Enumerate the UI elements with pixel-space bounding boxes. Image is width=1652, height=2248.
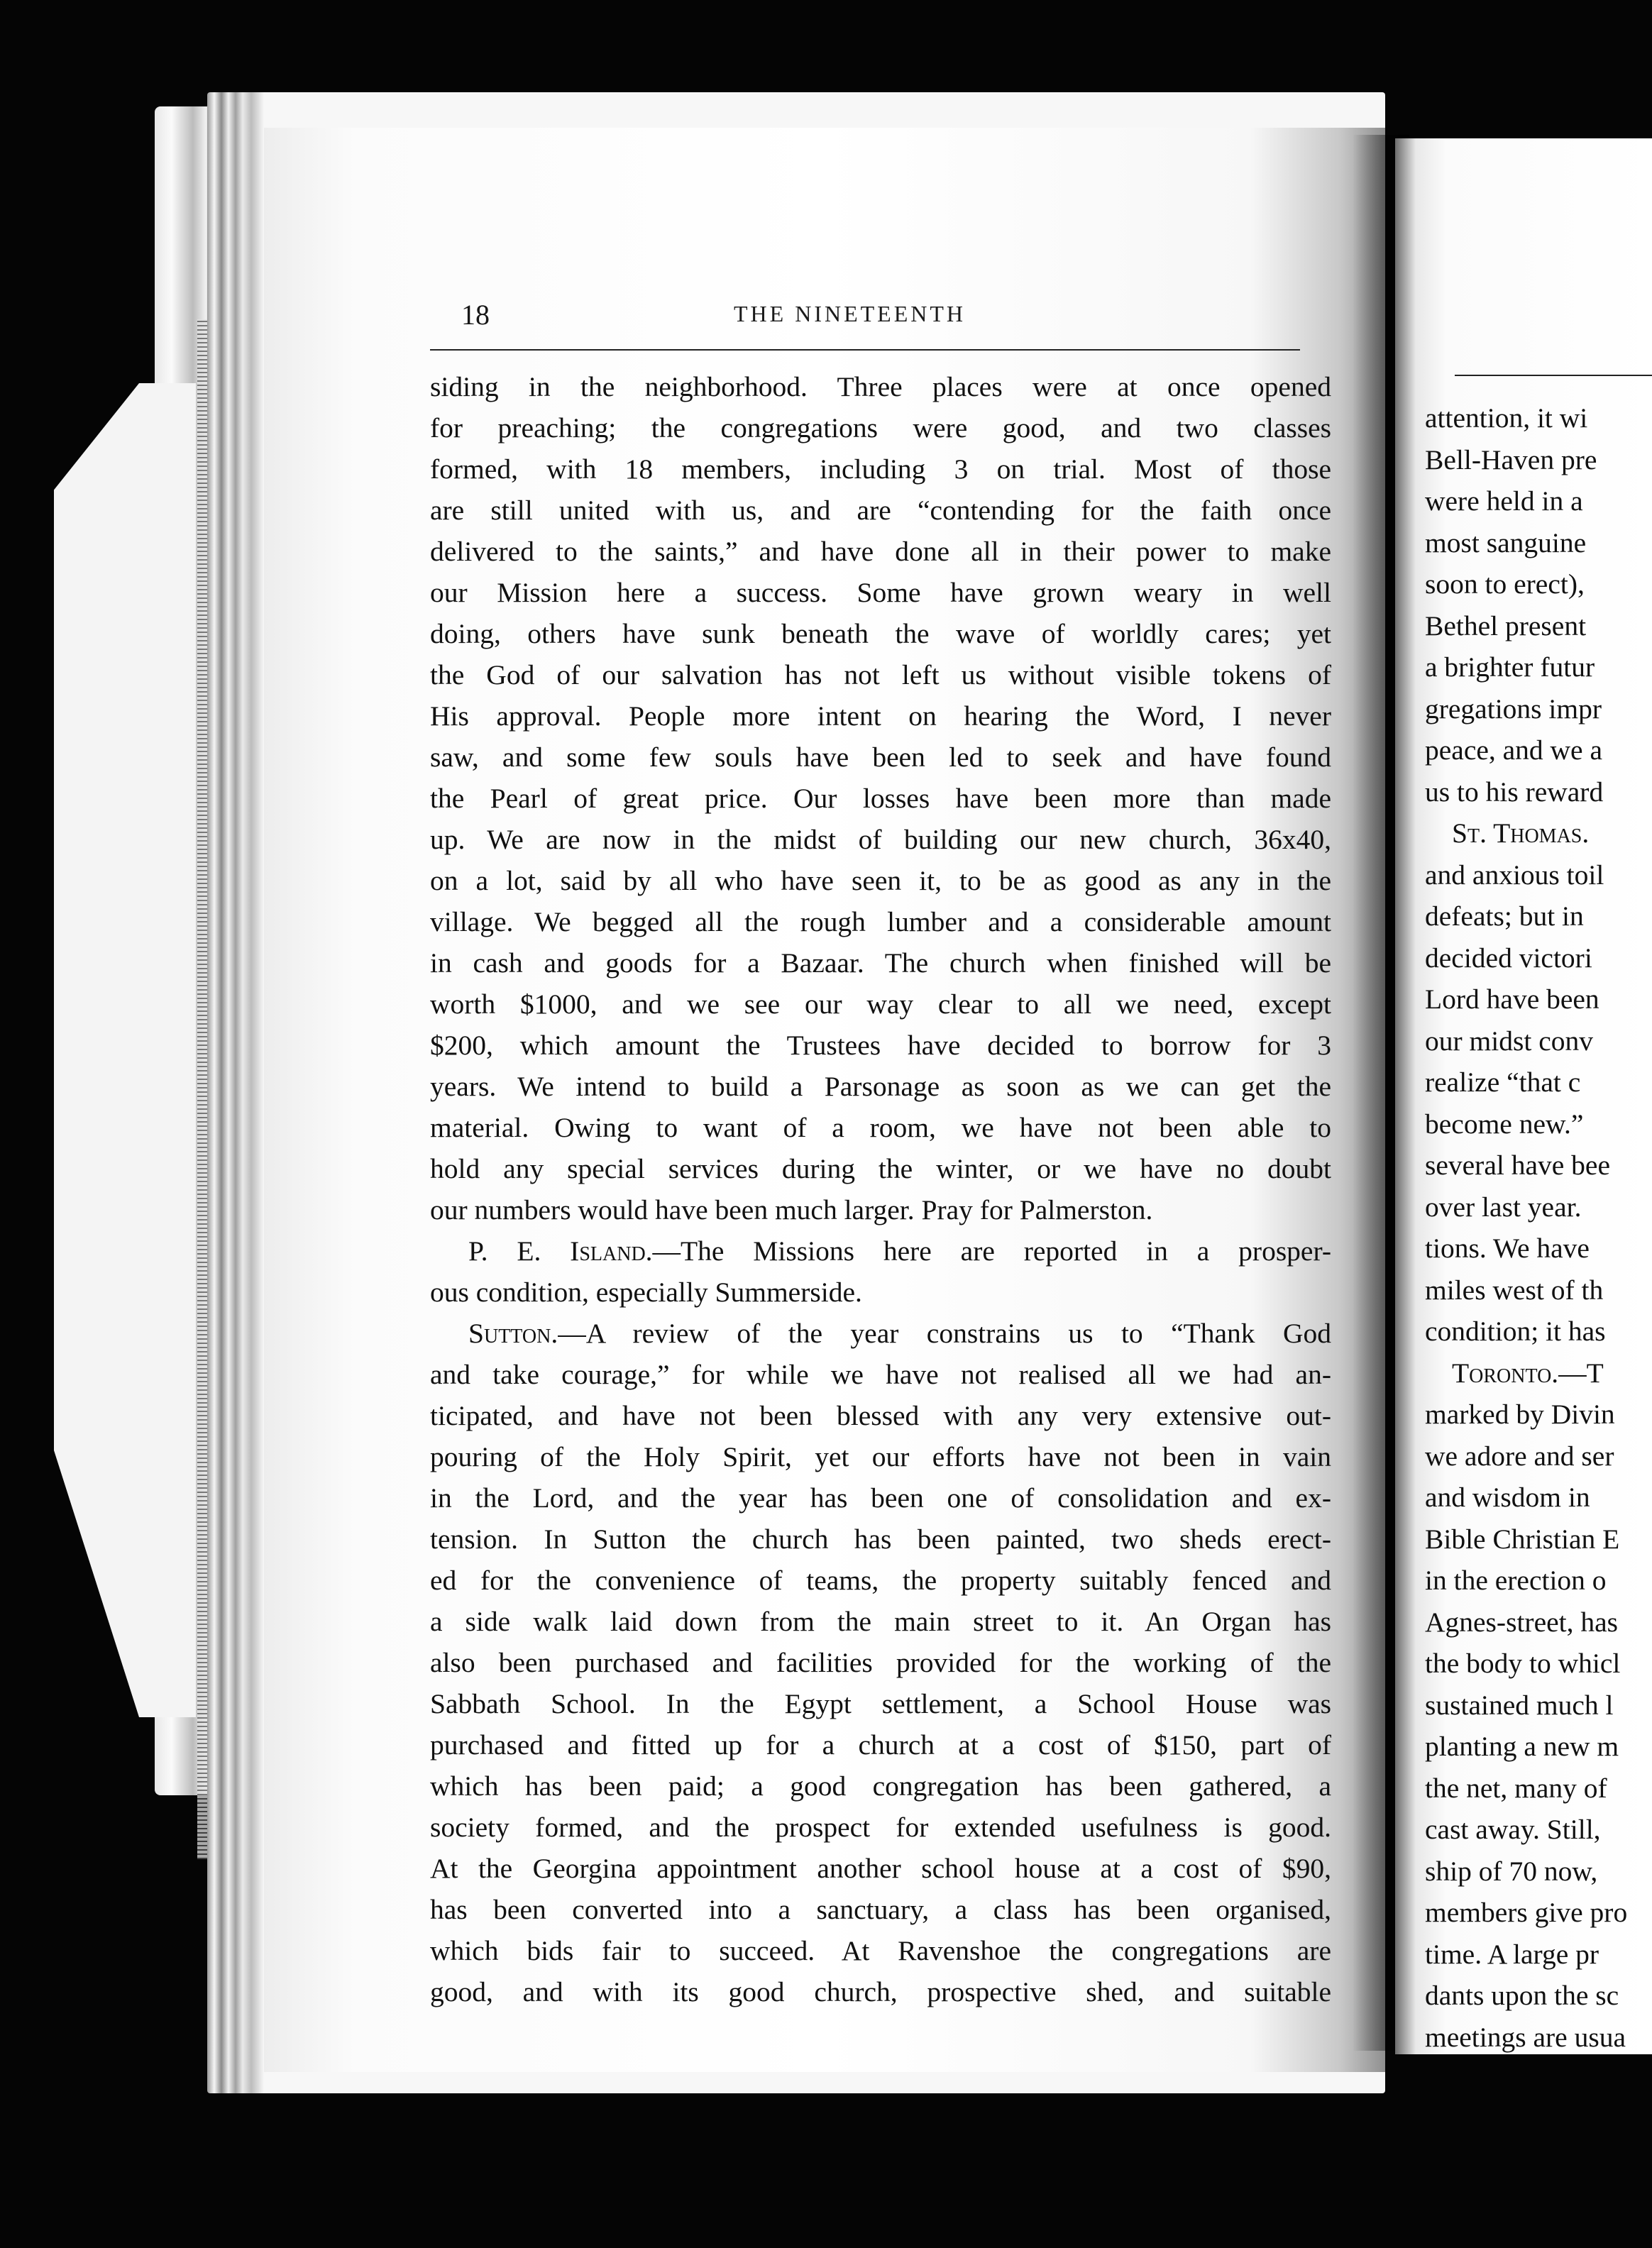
- text-fragment: —The Missions here are reported in a prosper-: [652, 1235, 1331, 1267]
- text-line: also been purchased and facilities provided for the working of the: [430, 1647, 1331, 1678]
- text-line: peace, and we a: [1425, 734, 1602, 766]
- text-line: ed for the convenience of teams, the property suitably fenced and: [430, 1565, 1331, 1596]
- right-page-text: [1425, 397, 1652, 2058]
- folded-flyleaf: [54, 383, 196, 1717]
- text-line: we adore and ser: [1425, 1440, 1614, 1472]
- text-line: ship of 70 now,: [1425, 1855, 1598, 1887]
- text-line: in the Lord, and the year has been one of consolidation and ex-: [430, 1482, 1331, 1514]
- text-line: planting a new m: [1425, 1731, 1619, 1762]
- left-page-text: [430, 366, 1331, 2012]
- text-line: our Mission here a success. Some have grown weary in well: [430, 577, 1331, 608]
- text-line: dants upon the sc: [1425, 1980, 1619, 2011]
- text-fragment: —A review of the year constrains us to “Thank God: [558, 1318, 1331, 1349]
- header-rule: [430, 349, 1300, 351]
- text-line: has been converted into a sanctuary, a class has been organised,: [430, 1894, 1331, 1925]
- text-line: are still united with us, and are “contending for the faith once: [430, 495, 1331, 526]
- text-line: the Pearl of great price. Our losses have been more than made: [430, 783, 1331, 814]
- text-line: most sanguine: [1425, 527, 1587, 558]
- text-line: years. We intend to build a Parsonage as soon as we can get the: [430, 1071, 1331, 1102]
- text-line: ous condition, especially Summerside.: [430, 1277, 862, 1308]
- text-line: material. Owing to want of a room, we have not been able to: [430, 1112, 1331, 1143]
- text-line: for preaching; the congregations were good, and two classes: [430, 412, 1331, 443]
- text-line: Bell-Haven pre: [1425, 443, 1597, 475]
- text-line: and take courage,” for while we have not realised all we had an-: [430, 1359, 1331, 1390]
- text-line: Toronto.—T: [1452, 1357, 1604, 1389]
- sutton-heading: Sutton.: [468, 1318, 558, 1349]
- text-line: the net, many of: [1425, 1772, 1607, 1804]
- text-line: become new.”: [1425, 1108, 1584, 1140]
- text-line: worth $1000, and we see our way clear to all we need, except: [430, 988, 1331, 1020]
- text-line: doing, others have sunk beneath the wave of worldly cares; yet: [430, 618, 1331, 649]
- text-line: soon to erect),: [1425, 568, 1585, 600]
- right-page-rule: [1455, 375, 1652, 376]
- text-line: on a lot, said by all who have seen it, to be as good as any in the: [430, 865, 1331, 896]
- text-line: the body to whicl: [1425, 1648, 1621, 1679]
- text-line: village. We begged all the rough lumber and a considerable amount: [430, 906, 1331, 937]
- text-line: Bethel present: [1425, 610, 1587, 641]
- text-line: and wisdom in: [1425, 1482, 1590, 1513]
- text-line: Bible Christian E: [1425, 1523, 1620, 1555]
- text-line: defeats; but in: [1425, 900, 1584, 932]
- pei-heading: P. E. Island.: [468, 1235, 653, 1267]
- text-line: Sabbath School. In the Egypt settlement, a School House was: [430, 1688, 1331, 1719]
- text-line: miles west of th: [1425, 1274, 1604, 1306]
- text-line: attention, it wi: [1425, 402, 1588, 434]
- text-line: formed, with 18 members, including 3 on trial. Most of those: [430, 453, 1331, 485]
- text-line: ticipated, and have not been blessed with any very extensive out-: [430, 1400, 1331, 1431]
- text-line: over last year.: [1425, 1191, 1582, 1223]
- pei-paragraph-first-line: [430, 1230, 1331, 1272]
- text-line: in the erection o: [1425, 1565, 1607, 1596]
- text-line: the God of our salvation has not left us without visible tokens of: [430, 659, 1331, 690]
- text-line: which bids fair to succeed. At Ravenshoe the congregations are: [430, 1935, 1331, 1966]
- text-line: our midst conv: [1425, 1025, 1593, 1057]
- text-line: members give pro: [1425, 1897, 1628, 1928]
- text-line: a brighter futur: [1425, 651, 1595, 683]
- text-line: cast away. Still,: [1425, 1814, 1601, 1845]
- text-line: tension. In Sutton the church has been painted, two sheds erect-: [430, 1524, 1331, 1555]
- text-line: several have bee: [1425, 1150, 1610, 1181]
- text-line: Agnes-street, has: [1425, 1606, 1619, 1638]
- text-line: our numbers would have been much larger. Pray for Palmerston.: [430, 1194, 1153, 1225]
- text-line: time. A large pr: [1425, 1938, 1599, 1970]
- text-line: which has been paid; a good congregation has been gathered, a: [430, 1770, 1331, 1802]
- text-line: hold any special services during the winter, or we have no doubt: [430, 1153, 1331, 1184]
- text-line: delivered to the saints,” and have done all in their power to make: [430, 536, 1331, 567]
- text-line: siding in the neighborhood. Three places were at once opened: [430, 371, 1331, 402]
- text-line: $200, which amount the Trustees have decided to borrow for 3: [430, 1030, 1331, 1061]
- text-line: His approval. People more intent on hearing the Word, I never: [430, 700, 1331, 732]
- text-line: gregations impr: [1425, 693, 1602, 724]
- text-line: decided victori: [1425, 942, 1592, 974]
- text-line: saw, and some few souls have been led to seek and have found: [430, 742, 1331, 773]
- text-line: us to his reward: [1425, 776, 1604, 808]
- text-line: purchased and fitted up for a church at a cost of $150, part of: [430, 1729, 1331, 1761]
- text-line: good, and with its good church, prospective shed, and suitable: [430, 1976, 1331, 2007]
- page-number: 18: [461, 299, 490, 331]
- text-line: realize “that c: [1425, 1067, 1581, 1098]
- text-line: a side walk laid down from the main street to it. An Organ has: [430, 1606, 1331, 1637]
- sutton-paragraph-first-line: [430, 1313, 1331, 1354]
- text-line: in cash and goods for a Bazaar. The church when finished will be: [430, 947, 1331, 979]
- text-line: were held in a: [1425, 485, 1583, 517]
- text-line: tions. We have: [1425, 1233, 1590, 1264]
- running-head: THE NINETEENTH: [734, 301, 967, 326]
- text-line: meetings are usua: [1425, 2021, 1626, 2053]
- text-line: pouring of the Holy Spirit, yet our efforts have not been in vain: [430, 1441, 1331, 1472]
- text-line: sustained much l: [1425, 1689, 1614, 1721]
- text-line: marked by Divin: [1425, 1399, 1615, 1430]
- text-line: At the Georgina appointment another school house at a cost of $90,: [430, 1853, 1331, 1884]
- text-line: society formed, and the prospect for extended usefulness is good.: [430, 1812, 1331, 1843]
- text-line: and anxious toil: [1425, 859, 1604, 891]
- text-line: Lord have been: [1425, 984, 1599, 1015]
- text-line: up. We are now in the midst of building our new church, 36x40,: [430, 824, 1331, 855]
- text-line: St. Thomas.: [1452, 817, 1590, 849]
- text-line: condition; it has: [1425, 1316, 1606, 1347]
